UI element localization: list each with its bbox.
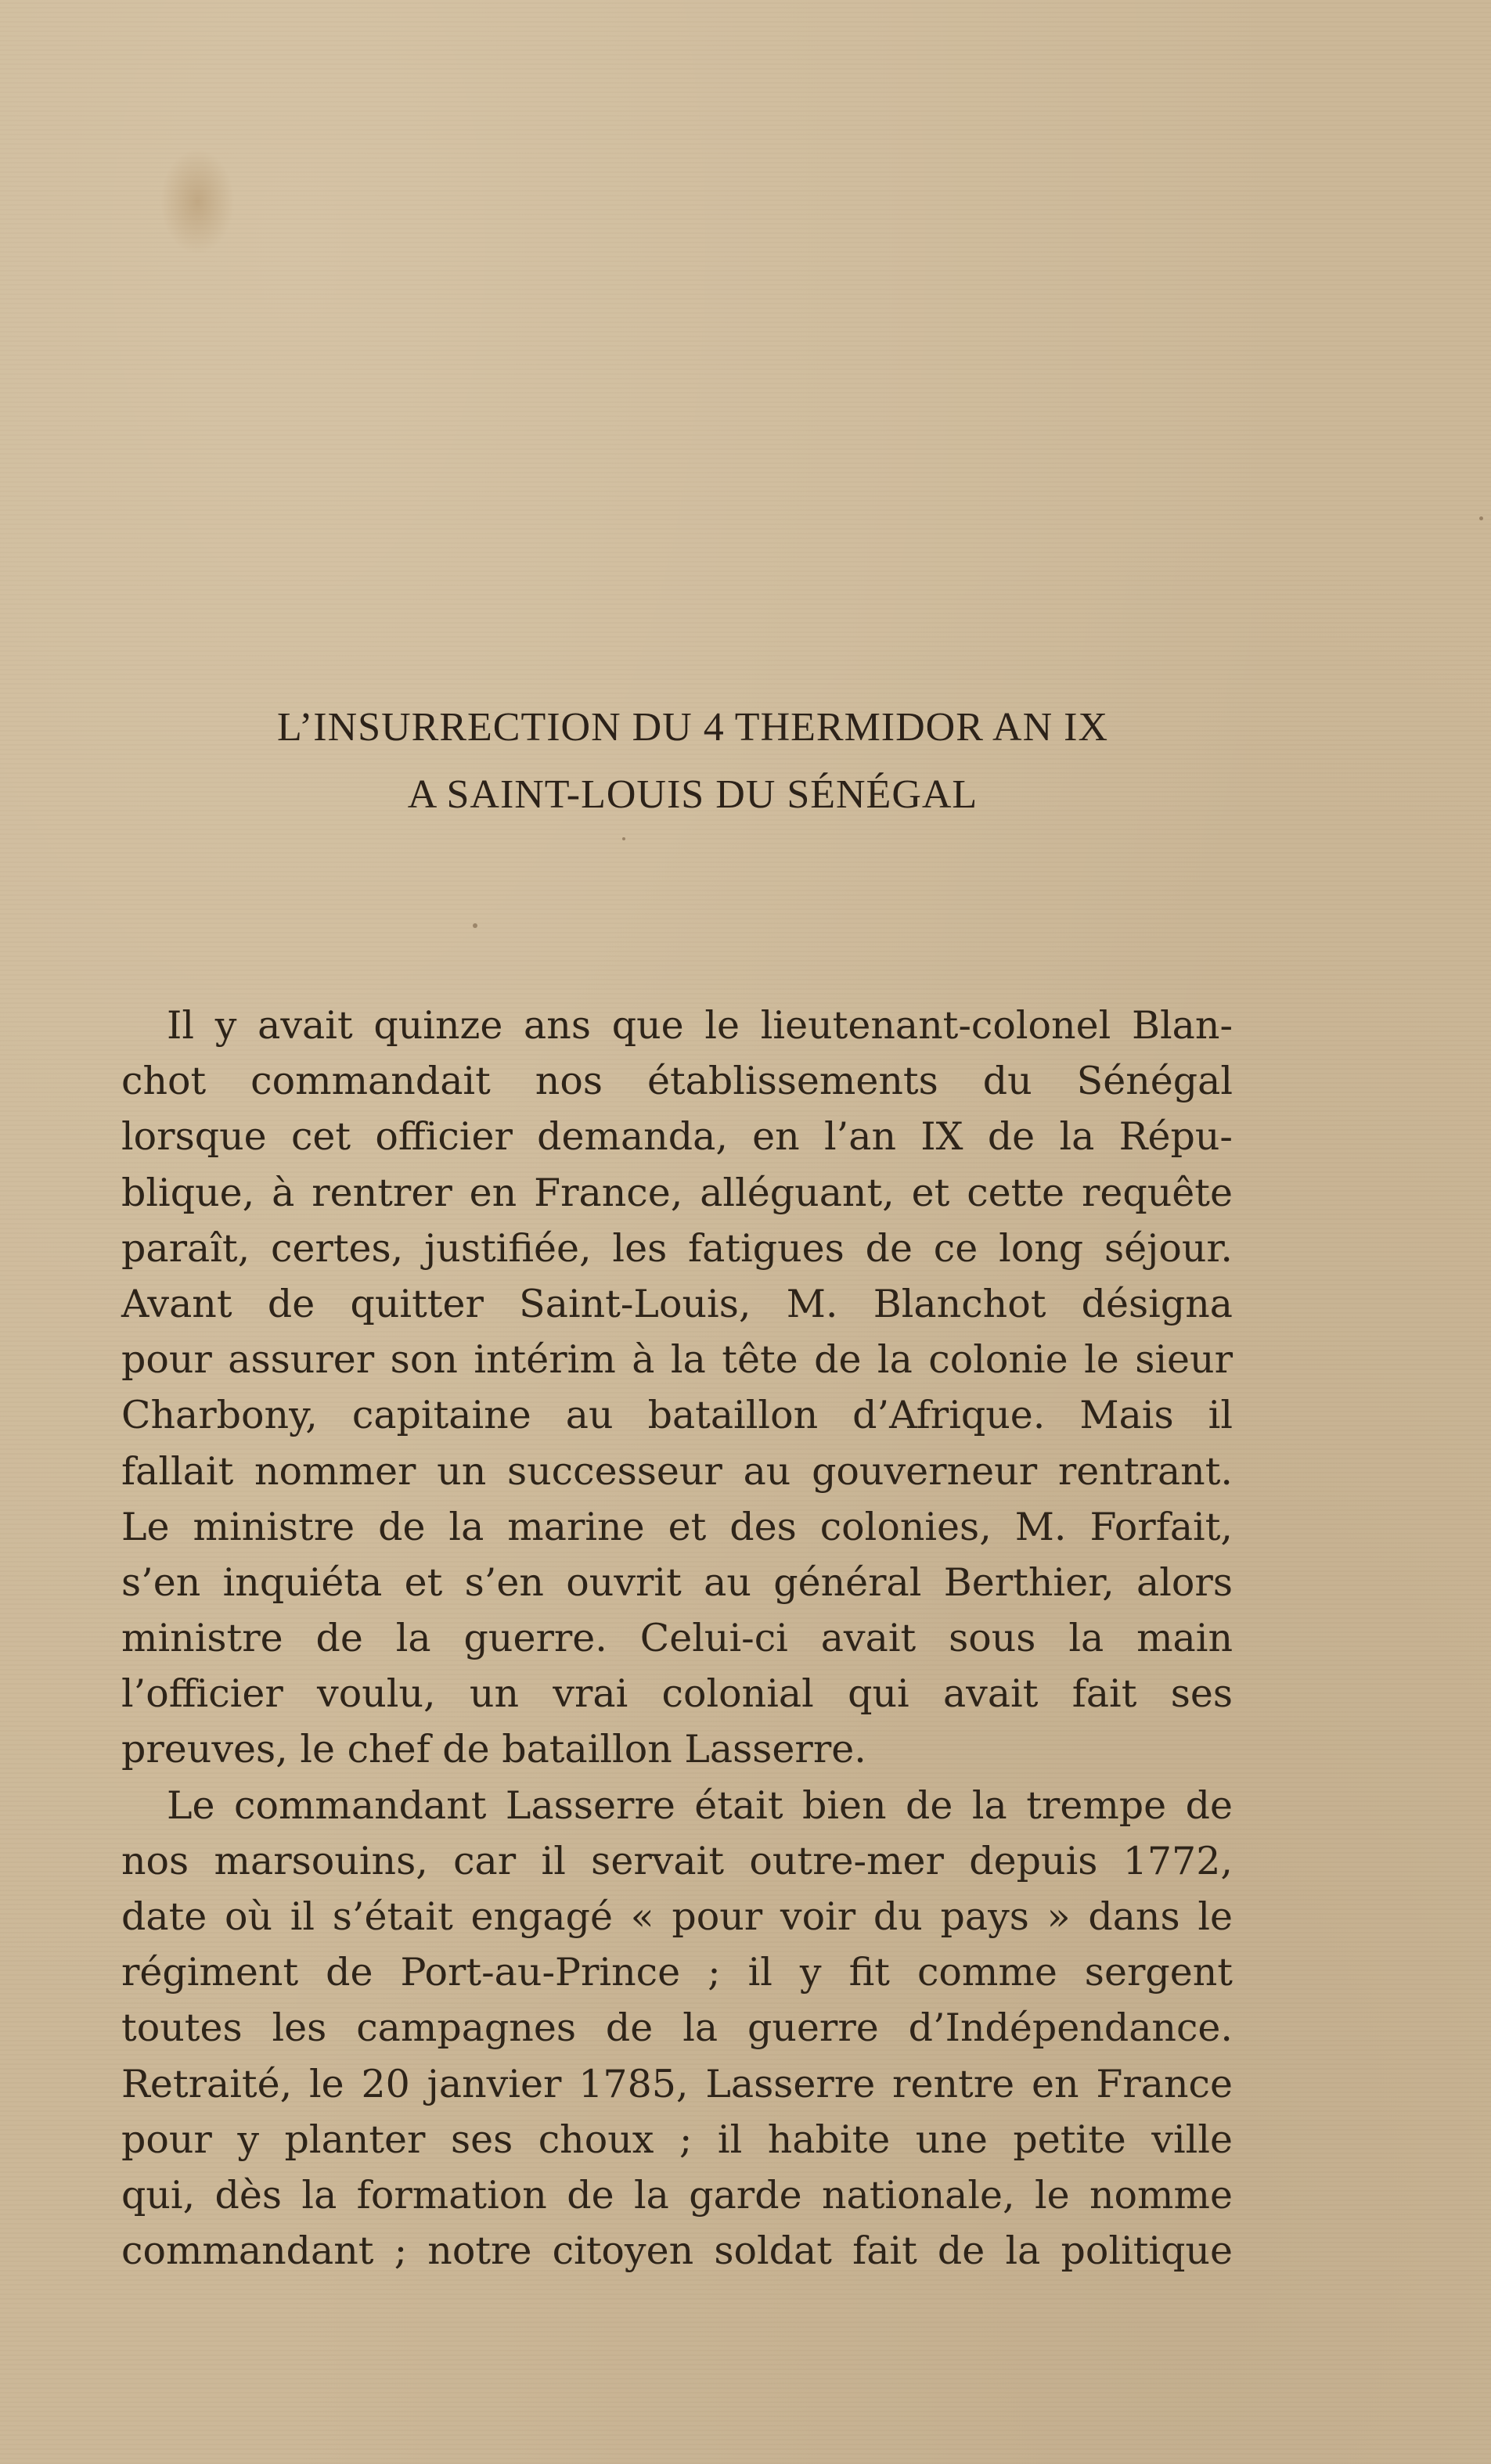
text-line: blique, à rentrer en France, alléguant, et cette requête — [121, 1170, 1233, 1215]
text-line: régiment de Port-au-Prince ; il y fit comme sergent — [121, 1950, 1233, 1995]
chapter-title-line-2: A SAINT-LOUIS DU SÉNÉGAL — [407, 772, 978, 817]
text-line: nos marsouins, car il servait outre-mer depuis 1772, — [121, 1838, 1233, 1883]
text-line: toutes les campagnes de la guerre d’Indépendance. — [121, 2005, 1233, 2051]
text-line: qui, dès la formation de la garde nationale, le nomme — [121, 2172, 1233, 2218]
paper-speck — [622, 837, 625, 840]
text-line: pour assurer son intérim à la tête de la colonie le sieur — [121, 1337, 1233, 1383]
paper-speck — [1479, 516, 1483, 520]
text-line: fallait nommer un successeur au gouverneur rentrant. — [121, 1448, 1233, 1494]
text-line: Charbony, capitaine au bataillon d’Afrique. Mais il — [121, 1393, 1233, 1438]
text-line: lorsque cet officier demanda, en l’an IX de la Répu- — [121, 1114, 1233, 1160]
text-line: paraît, certes, justifiée, les fatigues de ce long séjour. — [121, 1225, 1233, 1271]
text-line: commandant ; notre citoyen soldat fait de la politique — [121, 2228, 1233, 2274]
paper-stain — [160, 149, 235, 254]
text-line: s’en inquiéta et s’en ouvrit au général Berthier, alors — [121, 1559, 1233, 1605]
text-line: ministre de la guerre. Celui-ci avait sous la main — [121, 1616, 1233, 1661]
text-line: l’officier voulu, un vrai colonial qui avait fait ses — [121, 1671, 1233, 1717]
text-line: Avant de quitter Saint-Louis, M. Blanchot désigna — [121, 1281, 1233, 1326]
text-line: Le commandant Lasserre était bien de la trempe de — [167, 1782, 1233, 1828]
text-line: date où il s’était engagé « pour voir du pays » dans le — [121, 1894, 1233, 1939]
text-line: Le ministre de la marine et des colonies, M. Forfait, — [121, 1504, 1233, 1549]
body-text — [121, 998, 1233, 2279]
text-line: chot commandait nos établissements du Sénégal — [121, 1059, 1233, 1104]
text-line: preuves, le chef de bataillon Lasserre. — [121, 1727, 866, 1772]
chapter-title-line-1: L’INSURRECTION DU 4 THERMIDOR AN IX — [276, 705, 1109, 750]
text-line: Retraité, le 20 janvier 1785, Lasserre rentre en France — [121, 2061, 1233, 2106]
paper-speck — [473, 923, 477, 928]
text-line: Il y avait quinze ans que le lieutenant-colonel Blan- — [167, 1003, 1233, 1048]
text-line: pour y planter ses choux ; il habite une petite ville — [121, 2117, 1233, 2162]
